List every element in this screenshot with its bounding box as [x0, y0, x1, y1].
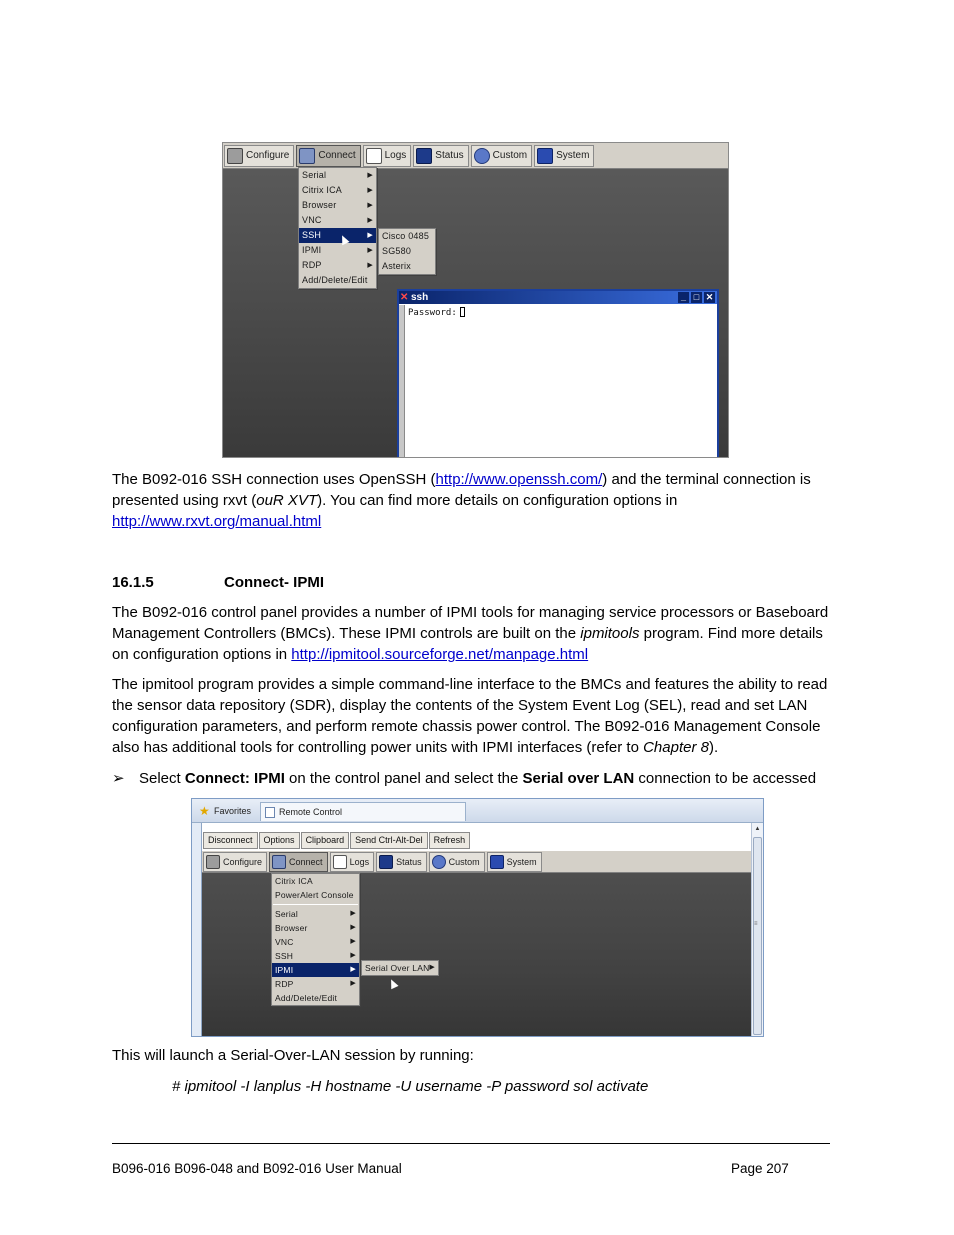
bullet-instruction: Select Connect: IPMI on the control panel and select the Serial over LAN connection to be accessed [139, 770, 817, 787]
menu-item-ssh[interactable]: SSH ▶ [275, 951, 356, 961]
system-button[interactable]: System [487, 852, 542, 872]
menu-item-ipmi[interactable]: IPMI ▶ [272, 963, 359, 977]
custom-icon [474, 148, 490, 164]
ssh-description: The B092-016 SSH connection uses OpenSSH (http://www.openssh.com/) and the terminal connection is presented using rxvt (ouR XVT). You can find more details on configuration options in http://www.rxvt.org/manual.html [112, 471, 811, 530]
menu-item-rdp[interactable]: RDP ▶ [275, 979, 356, 989]
chevron-right-icon: ▶ [367, 232, 373, 239]
connect-button[interactable]: Connect [296, 145, 360, 167]
logs-icon [333, 855, 347, 869]
disconnect-button[interactable]: Disconnect [203, 832, 258, 849]
connect-menu [271, 873, 360, 1006]
control-panel-toolbar [202, 850, 751, 873]
ssh-window [397, 289, 719, 458]
close-icon[interactable]: ✕ [705, 292, 714, 302]
logs-button[interactable]: Logs [330, 852, 375, 872]
submenu-item-serial-over-lan[interactable]: Serial Over LAN ▶ [365, 963, 435, 973]
menu-item-ipmi[interactable]: IPMI ▶ [299, 243, 376, 258]
ssh-menu-screenshot [222, 142, 729, 458]
section-number: 16.1.5 [112, 574, 154, 591]
menu-separator [273, 904, 358, 905]
chevron-right-icon: ▶ [350, 966, 356, 973]
ipmi-menu-screenshot [191, 798, 764, 1037]
control-panel-toolbar [223, 143, 728, 169]
chevron-right-icon: ▶ [350, 910, 356, 917]
menu-item-ssh[interactable]: SSH ▶ [299, 228, 376, 243]
connect-icon [299, 148, 315, 164]
connect-icon [272, 855, 286, 869]
connect-button[interactable]: Connect [269, 852, 328, 872]
page-icon [265, 807, 275, 818]
menu-item-serial[interactable]: Serial ▶ [275, 909, 356, 919]
chevron-right-icon: ▶ [350, 938, 356, 945]
menu-item-poweralert[interactable]: PowerAlert Console [275, 890, 354, 900]
system-icon [537, 148, 553, 164]
footer-manual-title: B096-016 B096-048 and B092-016 User Manual [112, 1161, 402, 1176]
maximize-icon[interactable]: □ [691, 292, 702, 303]
tools-icon [206, 855, 220, 869]
rxvt-manual-link[interactable]: http://www.rxvt.org/manual.html [112, 513, 322, 530]
bullet-marker: ➢ [112, 770, 125, 787]
status-icon [379, 855, 393, 869]
browser-left-frame [192, 823, 201, 1036]
footer-rule [112, 1143, 830, 1144]
chevron-right-icon: ▶ [367, 172, 373, 179]
ssh-submenu [378, 228, 436, 275]
logs-button[interactable]: Logs [363, 145, 412, 167]
submenu-item-cisco[interactable]: Cisco 0485 [382, 231, 430, 241]
scroll-up-icon[interactable]: ▲ [754, 826, 761, 832]
grip-icon: ≡ [754, 921, 758, 927]
configure-button[interactable]: Configure [203, 852, 267, 872]
ssh-window-icon: ✕ [400, 292, 409, 303]
footer-page-number: Page 207 [731, 1161, 789, 1176]
section-title: Connect- IPMI [224, 574, 324, 591]
custom-button[interactable]: Custom [429, 852, 485, 872]
status-icon [416, 148, 432, 164]
menu-item-vnc[interactable]: VNC ▶ [275, 937, 356, 947]
menu-item-add-delete-edit[interactable]: Add/Delete/Edit [275, 993, 338, 1003]
ipmi-intro: The B092-016 control panel provides a number of IPMI tools for managing service processors or Baseboard Management Controllers (BMCs). These IPMI controls are built on the ipmitools program. Find more details on configuration options in http://ipmitool.sourceforge.net/manpage.html [112, 604, 829, 663]
menu-item-rdp[interactable]: RDP ▶ [299, 258, 376, 273]
menu-item-serial[interactable]: Serial ▶ [299, 168, 376, 183]
clipboard-button[interactable]: Clipboard [301, 832, 350, 849]
terminal-area[interactable]: Password: [405, 305, 717, 458]
minimize-icon[interactable]: _ [678, 292, 689, 303]
chevron-right-icon: ▶ [367, 217, 373, 224]
send-ctrl-alt-del-button[interactable]: Send Ctrl-Alt-Del [350, 832, 428, 849]
submenu-item-sg580[interactable]: SG580 [382, 246, 412, 256]
scrollbar-thumb[interactable] [753, 837, 762, 1035]
favorites-button[interactable]: ★ Favorites [199, 804, 252, 818]
system-button[interactable]: System [534, 145, 594, 167]
menu-item-add-delete-edit[interactable]: Add/Delete/Edit [302, 275, 368, 285]
refresh-button[interactable]: Refresh [429, 832, 471, 849]
custom-icon [432, 855, 446, 869]
chevron-right-icon: ▶ [367, 247, 373, 254]
openssh-link[interactable]: http://www.openssh.com/ [435, 471, 603, 488]
ipmi-submenu [361, 960, 439, 976]
menu-item-citrix[interactable]: Citrix ICA [275, 876, 313, 886]
remote-control-view [201, 823, 751, 1036]
system-icon [490, 855, 504, 869]
ipmitool-manpage-link[interactable]: http://ipmitool.sourceforge.net/manpage.html [291, 646, 589, 663]
chevron-right-icon: ▶ [350, 924, 356, 931]
configure-button[interactable]: Configure [224, 145, 294, 167]
menu-item-browser[interactable]: Browser ▶ [299, 198, 376, 213]
chevron-right-icon: ▶ [350, 980, 356, 987]
submenu-item-asterix[interactable]: Asterix [382, 261, 411, 271]
ssh-window-titlebar[interactable]: ✕ ssh _ □ ✕ [399, 291, 717, 304]
chevron-right-icon: ▶ [429, 964, 435, 971]
tab-remote-control[interactable]: Remote Control [260, 802, 466, 821]
menu-item-vnc[interactable]: VNC ▶ [299, 213, 376, 228]
logs-icon [366, 148, 382, 164]
remote-control-toolbar [202, 832, 470, 849]
chevron-right-icon: ▶ [367, 187, 373, 194]
ipmitool-description: The ipmitool program provides a simple command-line interface to the BMCs and features the ability to read the sensor data repository (SDR), display the contents of the System Event Log (SEL), read and set LAN configuration parameters, and perform remote chassis power control. The B092-016 Management Console also has additional tools for controlling power units with IPMI interfaces (refer to Chapter 8). [112, 676, 828, 756]
chevron-right-icon: ▶ [367, 262, 373, 269]
status-button[interactable]: Status [376, 852, 427, 872]
connect-menu [298, 167, 377, 289]
tools-icon [227, 148, 243, 164]
star-icon: ★ [199, 804, 210, 818]
options-button[interactable]: Options [259, 832, 300, 849]
chevron-right-icon: ▶ [367, 202, 373, 209]
menu-item-citrix[interactable]: Citrix ICA ▶ [299, 183, 376, 198]
chevron-right-icon: ▶ [350, 952, 356, 959]
menu-item-browser[interactable]: Browser ▶ [275, 923, 356, 933]
text-cursor [460, 307, 465, 317]
vertical-scrollbar[interactable] [751, 823, 763, 1036]
ipmitool-command: # ipmitool -I lanplus -H hostname -U username -P password sol activate [172, 1078, 649, 1095]
status-button[interactable]: Status [413, 145, 468, 167]
browser-tab-bar [192, 799, 763, 823]
sol-launch-text: This will launch a Serial-Over-LAN session by running: [112, 1047, 474, 1064]
custom-button[interactable]: Custom [471, 145, 532, 167]
